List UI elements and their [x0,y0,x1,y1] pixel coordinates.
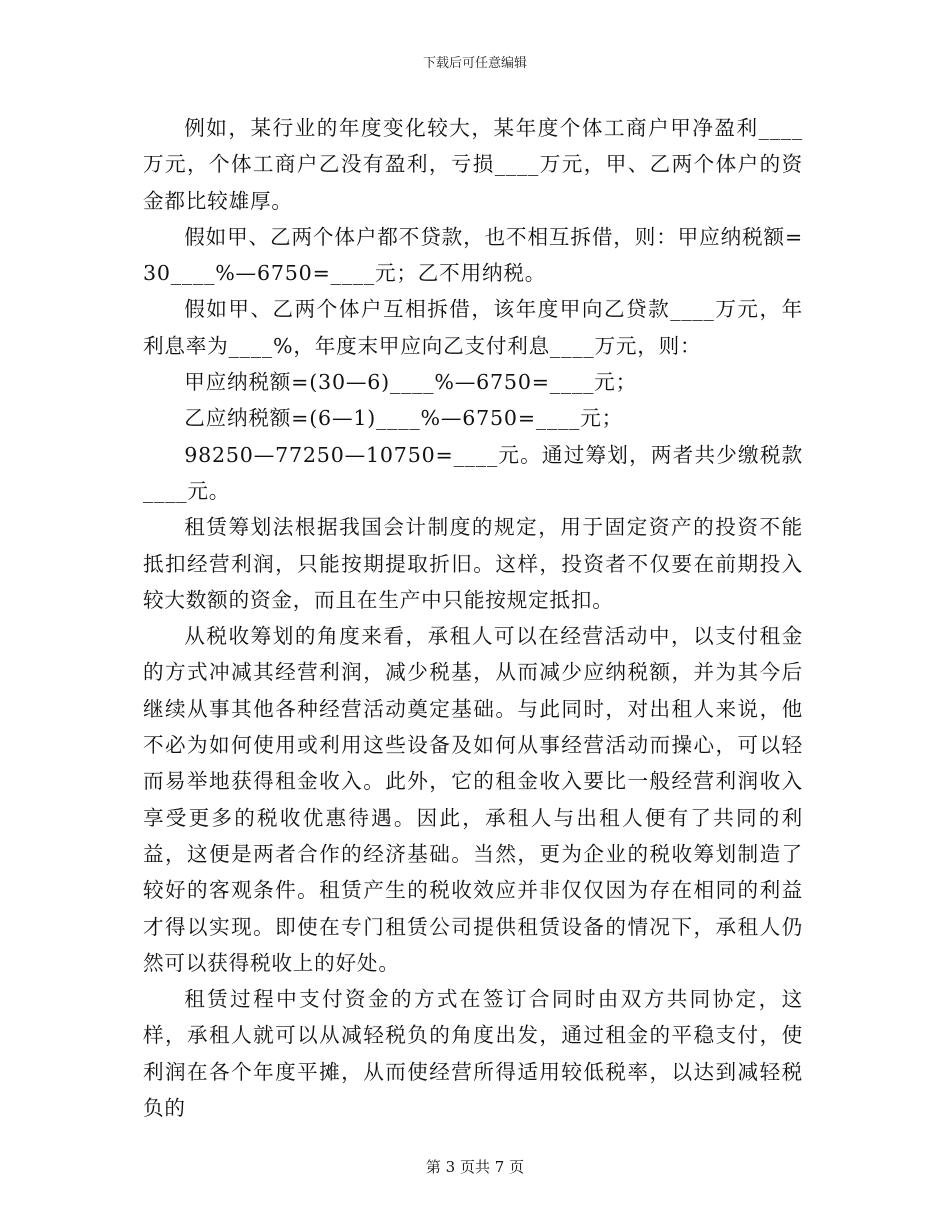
paragraph-payment-method: 租赁过程中支付资金的方式在签订合同时由双方共同协定，这样，承租人就可以从减轻税负的角度出发，通过租金的平稳支付，使利润在各个年度平摊，从而使经营所得适用较低税率，以达到减轻税负的 [143,987,803,1121]
paragraph-yi-tax-formula: 乙应纳税额=(6—1)____%—6750=____元； [184,406,624,431]
paragraph-jia-tax-formula: 甲应纳税额=(30—6)____%—6750=____元； [184,370,637,395]
paragraph-leasing-method: 租赁筹划法根据我国会计制度的规定，用于固定资产的投资不能抵扣经营利润，只能按期提取折旧。这样，投资者不仅要在前期投入较大数额的资金，而且在生产中只能按规定抵扣。 [143,515,803,612]
document-body [143,110,803,1126]
paragraph-example-intro: 例如，某行业的年度变化较大，某年度个体工商户甲净盈利____万元，个体工商户乙没有盈利，亏损____万元，甲、乙两个体户的资金都比较雄厚。 [143,116,803,213]
paragraph-tax-planning-perspective: 从税收筹划的角度来看，承租人可以在经营活动中，以支付租金的方式冲减其经营利润，减少税基，从而减少应纳税额，并为其今后继续从事其他各种经营活动奠定基础。与此同时，对出租人来说，他不必为如何使用或利用这些设备及如何从事经营活动而操心，可以轻而易举地获得租金收入。此外，它的租金收入要比一般经营利润收入享受更多的税收优惠待遇。因此，承租人与出租人便有了共同的利益，这便是两者合作的经济基础。当然，更为企业的税收筹划制造了较好的客观条件。租赁产生的税收效应并非仅仅因为存在相同的利益才得以实现。即使在专门租赁公司提供租赁设备的情况下，承租人仍然可以获得税收上的好处。 [143,624,803,975]
paragraph-mutual-loan-case: 假如甲、乙两个体户互相拆借，该年度甲向乙贷款____万元，年利息率为____%，年度末甲应向乙支付利息____万元，则： [143,297,803,358]
paragraph-no-loan-case: 假如甲、乙两个体户都不贷款，也不相互拆借，则：甲应纳税额=30____%—6750=____元；乙不用纳税。 [143,224,803,286]
page-footer: 第 3 页共 7 页 [425,1158,525,1176]
page-header: 下载后可任意编辑 [422,56,527,71]
paragraph-tax-savings: 98250—77250—10750=____元。通过筹划，两者共少缴税款____元。 [143,442,803,503]
